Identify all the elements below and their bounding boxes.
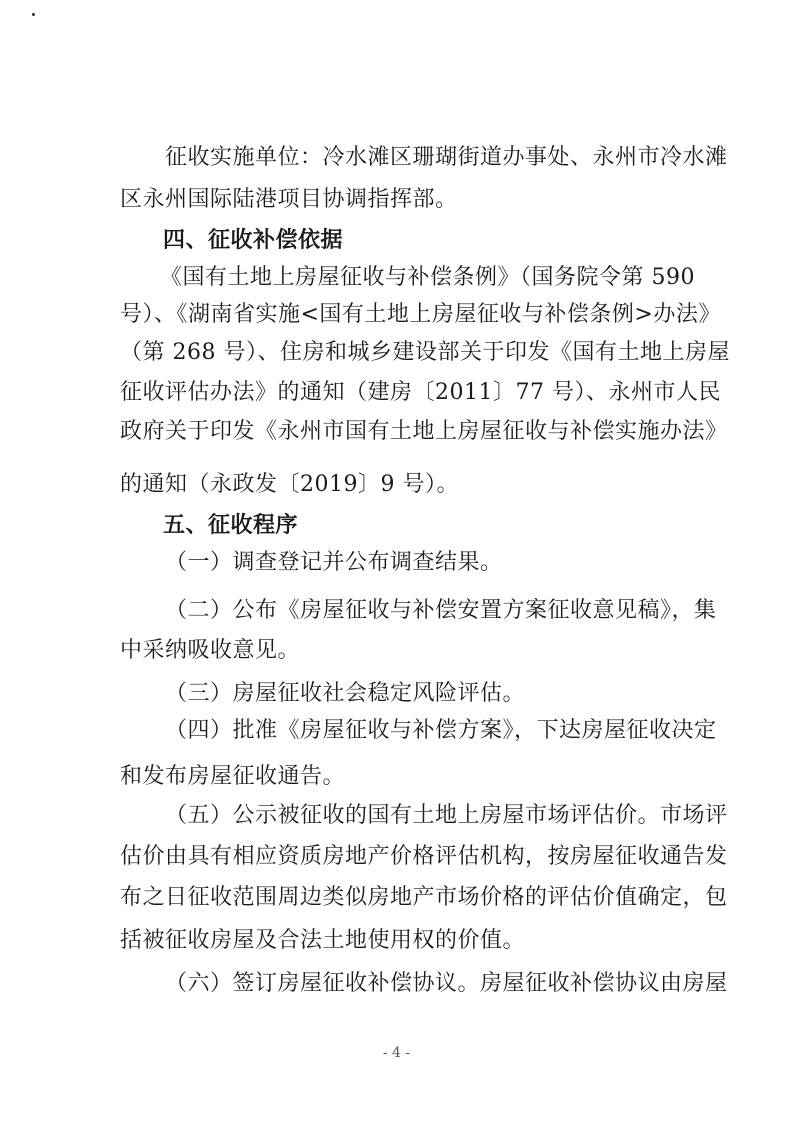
body-line: 中采纳吸收意见。	[120, 638, 301, 663]
body-line: 的通知（永政发〔2019〕9 号）。	[120, 472, 459, 497]
section-heading-4: 四、征收补偿依据	[163, 228, 344, 253]
body-line: （五）公示被征收的国有土地上房屋市场评估价。市场评	[165, 803, 728, 828]
body-line: （第 268 号）、住房和城乡建设部关于印发《国有土地上房屋	[120, 340, 730, 365]
body-line: 布之日征收范围周边类似房地产市场价格的评估价值确定，包	[120, 885, 728, 910]
page-number: - 4 -	[382, 1045, 411, 1061]
body-line: （二）公布《房屋征收与补偿安置方案征收意见稿》，集	[165, 598, 717, 623]
body-line: 括被征收房屋及合法土地使用权的价值。	[120, 928, 526, 953]
body-line: （一）调查登记并公布调查结果。	[165, 550, 503, 575]
body-line: 政府关于印发《永州市国有土地上房屋征收与补偿实施办法》	[120, 419, 728, 444]
body-line: 《国有土地上房屋征收与补偿条例》（国务院令第 590	[160, 265, 695, 290]
body-line: 区永州国际陆港项目协调指挥部。	[120, 187, 458, 212]
body-line: 征收评估办法》的通知（建房〔2011〕77 号）、永州市人民	[120, 380, 721, 405]
body-line: 估价由具有相应资质房地产价格评估机构，按房屋征收通告发	[120, 844, 728, 869]
body-line: （六）签订房屋征收补偿协议。房屋征收补偿协议由房屋	[165, 971, 728, 996]
body-line: （三）房屋征收社会稳定风险评估。	[165, 681, 526, 706]
body-line: 号）、《湖南省实施<国有土地上房屋征收与补偿条例>办法》	[120, 302, 721, 327]
section-heading-5: 五、征收程序	[163, 513, 299, 538]
body-line: 和发布房屋征收通告。	[120, 764, 346, 789]
body-line: （四）批准《房屋征收与补偿方案》，下达房屋征收决定	[165, 718, 717, 743]
body-line: 征收实施单位：冷水滩区珊瑚街道办事处、永州市冷水滩	[165, 145, 728, 170]
scan-artifact-dot	[32, 13, 35, 16]
